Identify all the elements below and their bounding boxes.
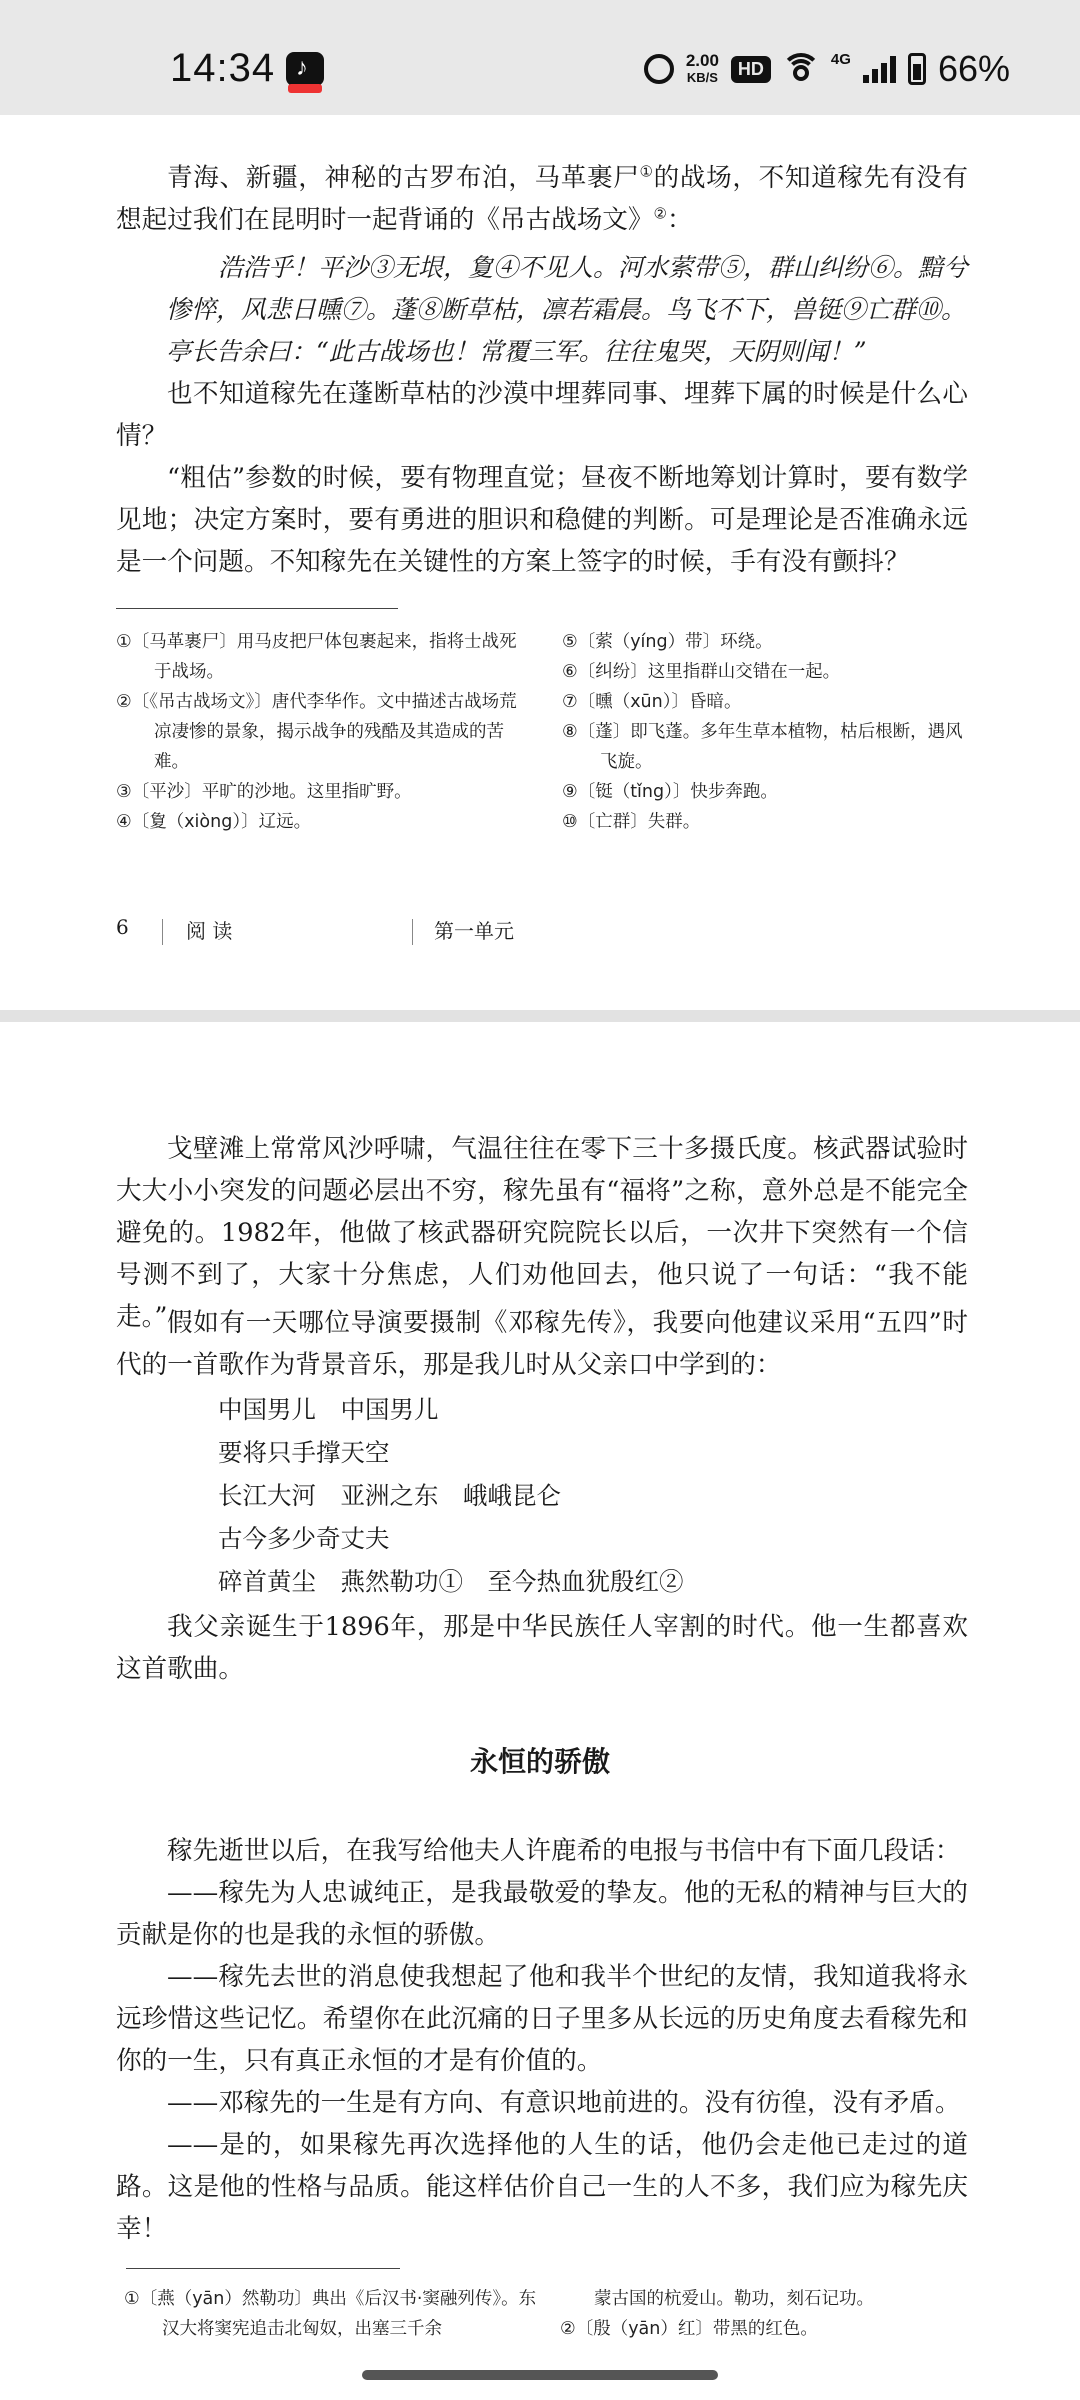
song-line: 中国男儿 中国男儿	[218, 1395, 439, 1424]
alarm-icon	[644, 54, 674, 84]
wifi-icon	[783, 55, 819, 83]
paragraph: 假如有一天哪位导演要摄制《邓稼先传》，我要向他建议采用“五四”时代的一首歌作为背景音乐，那是我儿时从父亲口中学到的：	[116, 1308, 968, 1380]
home-indicator[interactable]	[362, 2370, 718, 2380]
signal-icon	[863, 55, 896, 83]
footnotes-left	[116, 627, 528, 837]
footnote-divider	[116, 608, 398, 609]
footnote: ⑩〔亡群〕失群。	[562, 812, 701, 832]
status-bar	[0, 0, 1080, 115]
paragraph: 青海、新疆，神秘的古罗布泊，马革裹尸①的战场，不知道稼先有没有想起过我们在昆明时一起背诵的《吊古战场文》②：	[116, 162, 968, 235]
douyin-notification-icon	[286, 52, 324, 86]
footnote: ④〔夐（xiòng）〕辽远。	[116, 812, 312, 832]
paragraph: 稼先逝世以后，在我写给他夫人许鹿希的电报与书信中有下面几段话：	[167, 1836, 961, 1866]
paragraph: ——邓稼先的一生是有方向、有意识地前进的。没有彷徨，没有矛盾。	[167, 2088, 961, 2118]
song-line: 古今多少奇丈夫	[218, 1524, 390, 1553]
footnote: ⑧〔蓬〕即飞蓬。多年生草本植物，枯后根断，遇风飞旋。	[562, 722, 963, 772]
paragraph: 也不知道稼先在蓬断草枯的沙漠中埋葬同事、埋葬下属的时候是什么心情？	[116, 379, 968, 451]
network-speed: 2.00 KB/S	[685, 51, 719, 85]
paragraph: ——稼先去世的消息使我想起了他和我半个世纪的友情，我知道我将永远珍惜这些记忆。希望你在此沉痛的日子里多从长远的历史角度去看稼先和你的一生，只有真正永恒的才是有价值的。	[116, 1962, 968, 2076]
footer-separator	[162, 919, 163, 945]
paragraph: 戈壁滩上常常风沙呼啸，气温往往在零下三十多摄氏度。核武器试验时大大小小突发的问题必层出不穷，稼先虽有“福将”之称，意外总是不能完全避免的。1982年，他做了核武器研究院院长以后，一次井下突然有一个信号测不到了，大家十分焦虑，人们劝他回去，他只说了一句话：“我不能走。”	[116, 1134, 968, 1332]
status-icons	[644, 48, 1010, 90]
footnote: ①〔燕（yān）然勒功〕典出《后汉书·窦融列传》。东汉大将窦宪追击北匈奴，出塞三千余	[124, 2289, 537, 2339]
paragraph: “粗估”参数的时候，要有物理直觉；昼夜不断地筹划计算时，要有数学见地；决定方案时，要有勇进的胆识和稳健的判断。可是理论是否准确永远是一个问题。不知稼先在关键性的方案上签字的时候，手有没有颤抖？	[116, 463, 968, 577]
page-number: 6	[116, 915, 129, 939]
book-page-6[interactable]	[0, 115, 1080, 1010]
footnotes-left	[124, 2284, 540, 2344]
footnote: ⑤〔萦（yíng）带〕环绕。	[562, 632, 773, 652]
footer-unit: 第一单元	[434, 919, 514, 943]
battery-icon	[908, 53, 926, 85]
footnote: ③〔平沙〕平旷的沙地。这里指旷野。	[116, 782, 412, 802]
section-heading: 永恒的骄傲	[469, 1745, 610, 1778]
footnote-divider	[126, 2268, 400, 2269]
footnote-continuation: 蒙古国的杭爱山。勒功，刻石记功。	[594, 2289, 874, 2309]
song-line: 碎首黄尘 燕然勒功① 至今热血犹殷红②	[218, 1567, 684, 1596]
song-line: 长江大河 亚洲之东 峨峨昆仑	[218, 1481, 561, 1510]
footer-separator	[412, 919, 413, 945]
footnote: ⑨〔铤（tǐng）〕快步奔跑。	[562, 782, 778, 802]
book-page-7[interactable]	[0, 1022, 1080, 2400]
song-line: 要将只手撑天空	[218, 1438, 390, 1467]
footnote: ①〔马革裹尸〕用马皮把尸体包裹起来，指将士战死于战场。	[116, 632, 517, 682]
status-time: 14:34	[170, 46, 276, 90]
network-type: 4G	[830, 50, 851, 68]
footnotes-right	[560, 2284, 980, 2344]
footnotes-right	[562, 627, 974, 837]
poem-excerpt: 浩浩乎！平沙③无垠，夐④不见人。河水萦带⑤，群山纠纷⑥。黯兮惨悴，风悲日曛⑦。蓬⑧断草枯，凛若霜晨。鸟飞不下，兽铤⑨亡群⑩。亭长告余曰：“此古战场也！常覆三军。往往鬼哭，天阴则闻！”	[166, 253, 969, 366]
footnote: ⑥〔纠纷〕这里指群山交错在一起。	[562, 662, 841, 682]
paragraph: ——是的，如果稼先再次选择他的人生的话，他仍会走他已走过的道路。这是他的性格与品质。能这样估价自己一生的人不多，我们应为稼先庆幸！	[116, 2130, 968, 2244]
footer-section: 阅 读	[186, 919, 233, 943]
song-lyrics	[218, 1388, 684, 1603]
battery-percent: 66%	[937, 48, 1010, 89]
footnote: ②〔《吊古战场文》〕唐代李华作。文中描述古战场荒凉凄惨的景象，揭示战争的残酷及其造成的苦难。	[116, 692, 517, 772]
paragraph: ——稼先为人忠诚纯正，是我最敬爱的挚友。他的无私的精神与巨大的贡献是你的也是我的永恒的骄傲。	[116, 1878, 968, 1950]
hd-voice-icon: HD	[731, 56, 771, 83]
footnote: ⑦〔曛（xūn）〕昏暗。	[562, 692, 742, 712]
footnote: ②〔殷（yān）红〕带黑的红色。	[560, 2319, 818, 2339]
paragraph: 我父亲诞生于1896年，那是中华民族任人宰割的时代。他一生都喜欢这首歌曲。	[116, 1612, 968, 1684]
